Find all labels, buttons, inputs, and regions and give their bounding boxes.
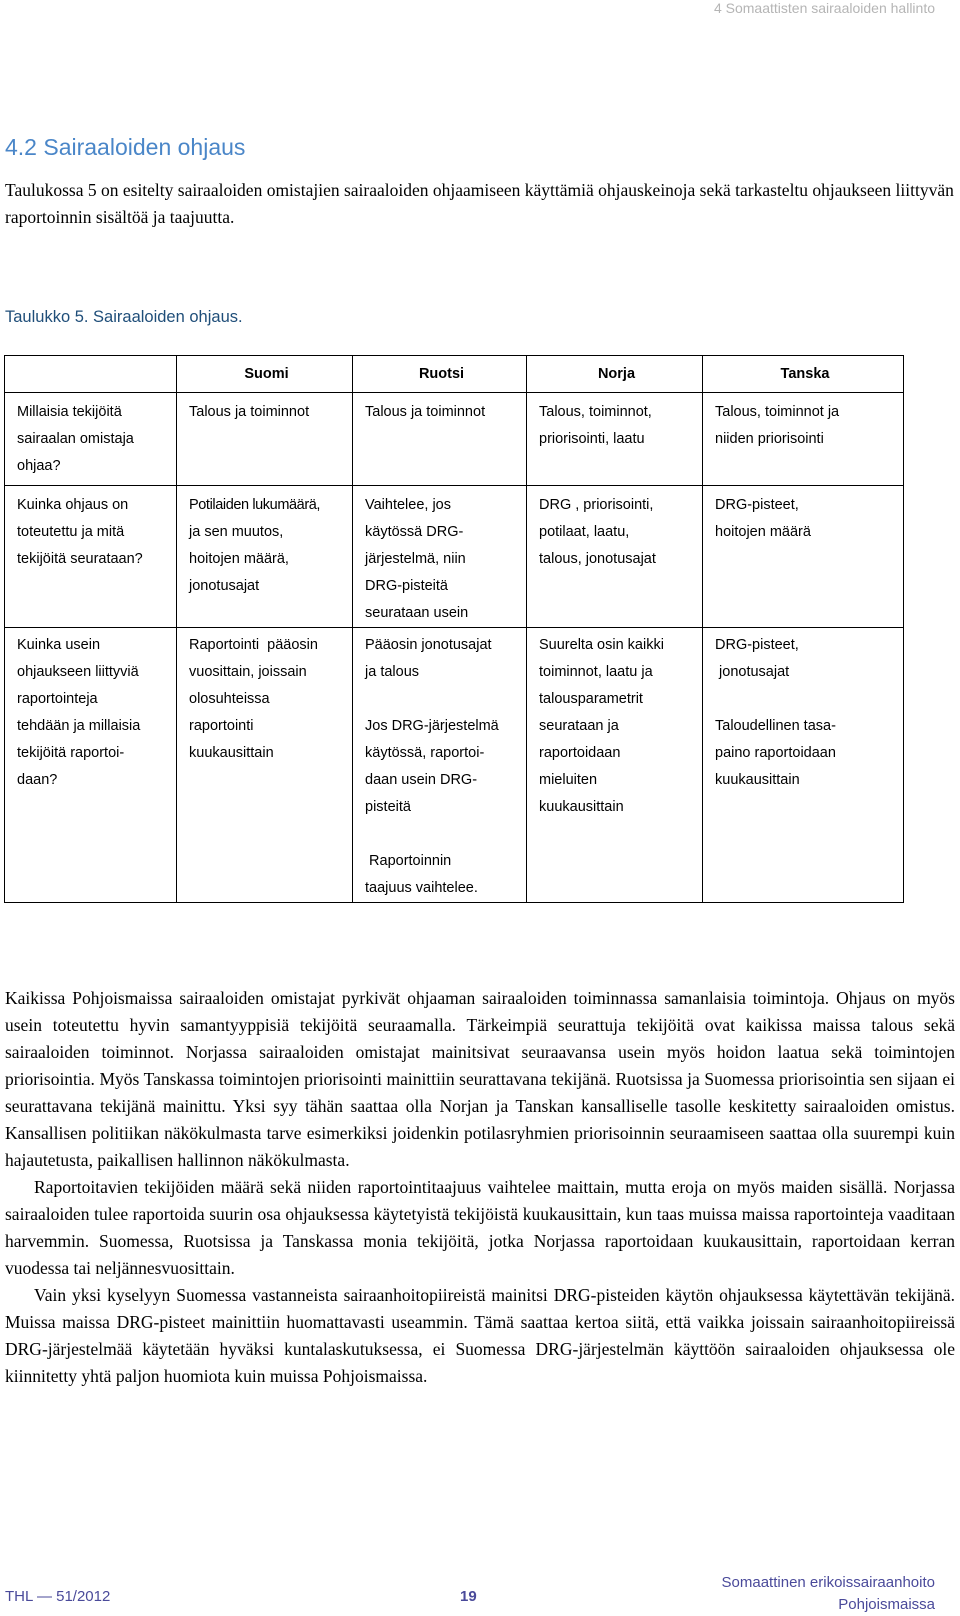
table-row: [5, 628, 904, 903]
cell-norja: Suurelta osin kaikki toiminnot, laatu ja talousparametrit seurataan ja raportoidaan mieluiten kuukausittain: [527, 628, 703, 903]
body-paragraph: Vain yksi kyselyyn Suomessa vastanneista sairaanhoitopiireistä mainitsi DRG-pisteiden käytön ohjauksessa käytettävän tekijänä. Muissa maissa DRG-pisteet mainittiin huomattavasti useammin. Tämä saattaa kertoa siitä, että vaikka joissain sairaanhoitopiireissä DRG-järjestelmää käytetään hyväksi kuntalaskutuksessa, ei Suomessa DRG-järjestelmän käyttöön sairaaloiden ohjauksessa ole kiinnitetty yhtä paljon huomiota kuin muissa Pohjoismaissa.: [5, 1285, 955, 1386]
row-question: Millaisia tekijöitä sairaalan omistaja ohjaa?: [5, 393, 177, 486]
header-norja: Norja: [527, 356, 703, 393]
cell-suomi: Raportointi pääosin vuosittain, joissain olosuhteissa raportointi kuukausittain: [177, 628, 353, 903]
footer-title-line: Somaattinen erikoissairaanhoito: [721, 1574, 935, 1591]
body-paragraph: Kaikissa Pohjoismaissa sairaaloiden omistajat pyrkivät ohjaaman sairaaloiden toiminnassa samanlaisia toimintoja. Ohjaus on myös usein toteutettu hyvin samantyyppisiä tekijöitä seuraamalla. Tärkeimpiä seurattuja tekijöitä ovat kaikissa maissa talous sekä sairaaloiden toiminnot. Norjassa sairaaloiden omistajat mainitsivat seuraavansa usein myös hoidon laatua sekä toimintojen priorisointia. Myös Tanskassa toimintojen priorisointi mainittiin seurattavana tekijänä. Ruotsissa ja Suomessa priorisointia sen sijaan ei seurattavana tekijänä mainittu. Yksi syy tähän saattaa olla Norjan ja Tanskan kansalliselle tasolle keskitetty sairaaloiden omistus. Kansallisen politiikan näkökulmasta tarve esimerkiksi joidenkin potilasryhmien priorisoinnin seuraamiseen saattaa olla suurempi kuin hajautetusta, paikallisen hallinnon näkökulmasta.: [5, 988, 955, 1170]
table-row: [5, 486, 904, 628]
row-question: Kuinka usein ohjaukseen liittyviä raportointeja tehdään ja millaisia tekijöitä raportoi- daan?: [5, 628, 177, 903]
cell-tanska: Talous, toiminnot ja niiden priorisointi: [703, 393, 904, 486]
footer-title: [722, 1572, 935, 1616]
cell-tanska: DRG-pisteet, hoitojen määrä: [703, 486, 904, 628]
cell-ruotsi: Pääosin jonotusajat ja talous Jos DRG-järjestelmä käytössä, raportoi- daan usein DRG- pisteitä Raportoinnin taajuus vaihtelee.: [353, 628, 527, 903]
section-heading: 4.2 Sairaaloiden ohjaus: [5, 134, 246, 160]
cell-suomi: Talous ja toiminnot: [177, 393, 353, 486]
body-text: [5, 985, 955, 1390]
header-suomi: Suomi: [177, 356, 353, 393]
steering-table: [4, 355, 904, 903]
running-header: 4 Somaattisten sairaaloiden hallinto: [713, 0, 935, 16]
cell-norja: Talous, toiminnot, priorisointi, laatu: [527, 393, 703, 486]
table-caption: Taulukko 5. Sairaaloiden ohjaus.: [5, 308, 243, 326]
cell-ruotsi: Talous ja toiminnot: [353, 393, 527, 486]
header-empty: [5, 356, 177, 393]
footer-title-line: Pohjoismaissa: [838, 1596, 935, 1613]
header-ruotsi: Ruotsi: [353, 356, 527, 393]
cell-ruotsi: Vaihtelee, jos käytössä DRG- järjestelmä, niin DRG-pisteitä seurataan usein: [353, 486, 527, 628]
row-question: Kuinka ohjaus on toteutettu ja mitä tekijöitä seurataan?: [5, 486, 177, 628]
page-number: 19: [460, 1588, 477, 1605]
header-tanska: Tanska: [703, 356, 904, 393]
body-paragraph: Raportoitavien tekijöiden määrä sekä niiden raportointitaajuus vaihtelee maittain, mutta eroja on myös maiden sisällä. Norjassa sairaaloiden tulee raportoida suurin osa ohjauksessa käytetyistä tekijöistä kuukausittain, kun taas muissa maissa raportointeja vaaditaan harvemmin. Suomessa, Ruotsissa ja Tanskassa monia tekijöitä, jotka Norjassa raportoidaan kuukausittain, raportoidaan kerran vuodessa tai neljännesvuosittain.: [5, 1177, 955, 1278]
cell-suomi: Potilaiden lukumäärä, ja sen muutos, hoitojen määrä, jonotusajat: [177, 486, 353, 628]
intro-paragraph: Taulukossa 5 on esitelty sairaaloiden omistajien sairaaloiden ohjaamiseen käyttämiä ohjauskeinoja sekä tarkasteltu ohjaukseen liittyvän raportoinnin sisältöä ja taajuutta.: [5, 180, 954, 227]
footer-publication: THL — 51/2012: [5, 1588, 111, 1605]
table-header-row: [5, 356, 904, 393]
cell-norja: DRG , priorisointi, potilaat, laatu, talous, jonotusajat: [527, 486, 703, 628]
table-row: [5, 393, 904, 486]
cell-tanska: DRG-pisteet, jonotusajat Taloudellinen tasa- paino raportoidaan kuukausittain: [703, 628, 904, 903]
